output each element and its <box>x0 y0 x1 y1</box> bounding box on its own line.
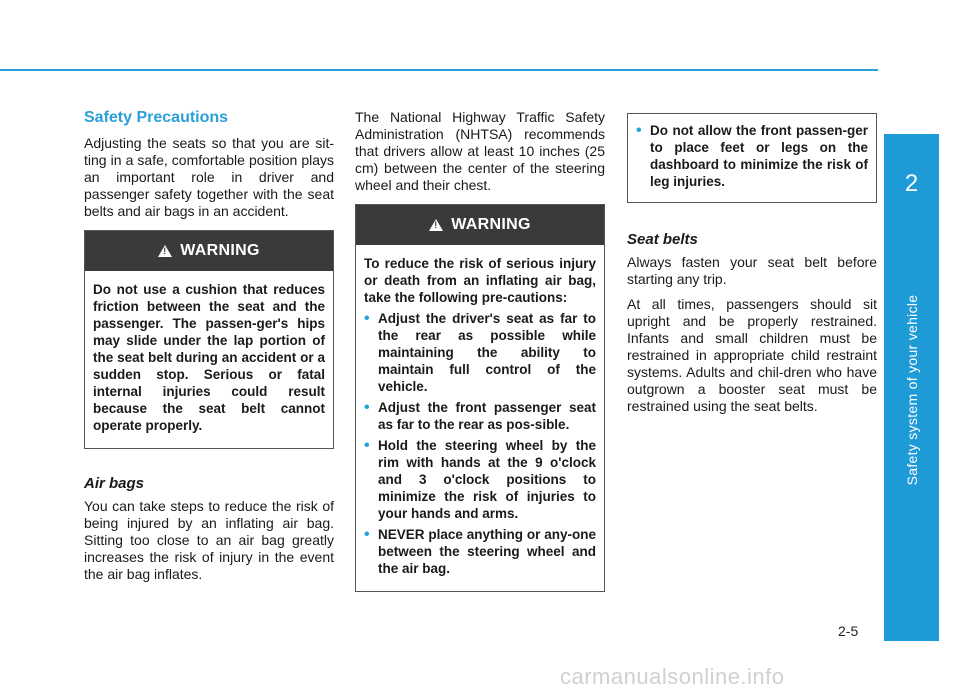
column-3 <box>627 109 877 423</box>
safety-precautions-paragraph: Adjusting the seats so that you are sit-ting in a safe, comfortable position plays an important role in driver and passenger safety together with the seat belts and air bags in an accident. <box>84 135 334 219</box>
warning-triangle-icon <box>158 245 172 257</box>
warning-box-cushion <box>84 230 334 449</box>
page-number: 2-5 <box>838 623 859 639</box>
warning-triangle-icon <box>429 219 443 231</box>
section-title-air-bags: Air bags <box>84 475 145 492</box>
watermark: carmanualsonline.info <box>560 664 785 689</box>
warning-intro: To reduce the risk of serious injury or death from an inflating air bag, take the following pre-cautions: <box>364 256 596 305</box>
section-title-safety-precautions: Safety Precautions <box>84 109 229 126</box>
warning-box-precautions <box>355 204 605 592</box>
continued-list <box>636 122 868 190</box>
header-rule <box>0 69 878 71</box>
warning-label: WARNING <box>451 216 531 233</box>
list-item: • Do not allow the front passen-ger to place feet or legs on the dashboard to minimize the risk of leg injuries. <box>636 122 868 190</box>
column-2 <box>355 109 605 592</box>
seat-belts-paragraph-2: At all times, passengers should sit upright and be properly restrained. Infants and small children must be restrained in appropriate child restraint systems. Adults and chil-dren who have outgrown a booster seat must be restrained using the seat belts. <box>627 296 877 414</box>
list-item: • Hold the steering wheel by the rim with hands at the 9 o'clock and 3 o'clock positions to minimize the risk of injuries to your hands and arms. <box>364 437 596 522</box>
section-title-seat-belts: Seat belts <box>627 231 698 248</box>
warning-label: WARNING <box>180 242 260 259</box>
precaution-list <box>364 310 596 577</box>
list-item: • NEVER place anything or any-one between the steering wheel and the air bag. <box>364 526 596 577</box>
warning-cushion-text: Do not use a cushion that reduces friction between the seat and the passenger. The passen-ger's hips may slide under the lap portion of the seat belt during an accident or a sudden stop. Serious or fatal internal injuries could result because the seat belt cannot operate properly. <box>93 282 325 433</box>
chapter-number: 2 <box>904 170 919 197</box>
warning-text <box>85 271 333 448</box>
warning-header <box>85 231 333 271</box>
warning-text <box>356 245 604 591</box>
column-1 <box>84 109 334 591</box>
seat-belts-paragraph-1: Always fasten your seat belt before starting any trip. <box>627 254 877 287</box>
chapter-title: Safety system of your vehicle <box>904 294 920 486</box>
list-item: • Adjust the driver's seat as far to the rear as possible while maintaining the ability to maintain full control of the vehicle. <box>364 310 596 395</box>
air-bags-paragraph: You can take steps to reduce the risk of being injured by an inflating air bag. Sitting too close to an air bag greatly increases the risk of injury in the event the air bag inflates. <box>84 498 334 582</box>
warning-header <box>356 205 604 245</box>
warning-box-continued <box>627 113 877 203</box>
nhtsa-paragraph: The National Highway Traffic Safety Administration (NHTSA) recommends that drivers allow at least 10 inches (25 cm) between the center of the steering wheel and their chest. <box>355 109 605 193</box>
list-item: • Adjust the front passenger seat as far to the rear as pos-sible. <box>364 399 596 433</box>
